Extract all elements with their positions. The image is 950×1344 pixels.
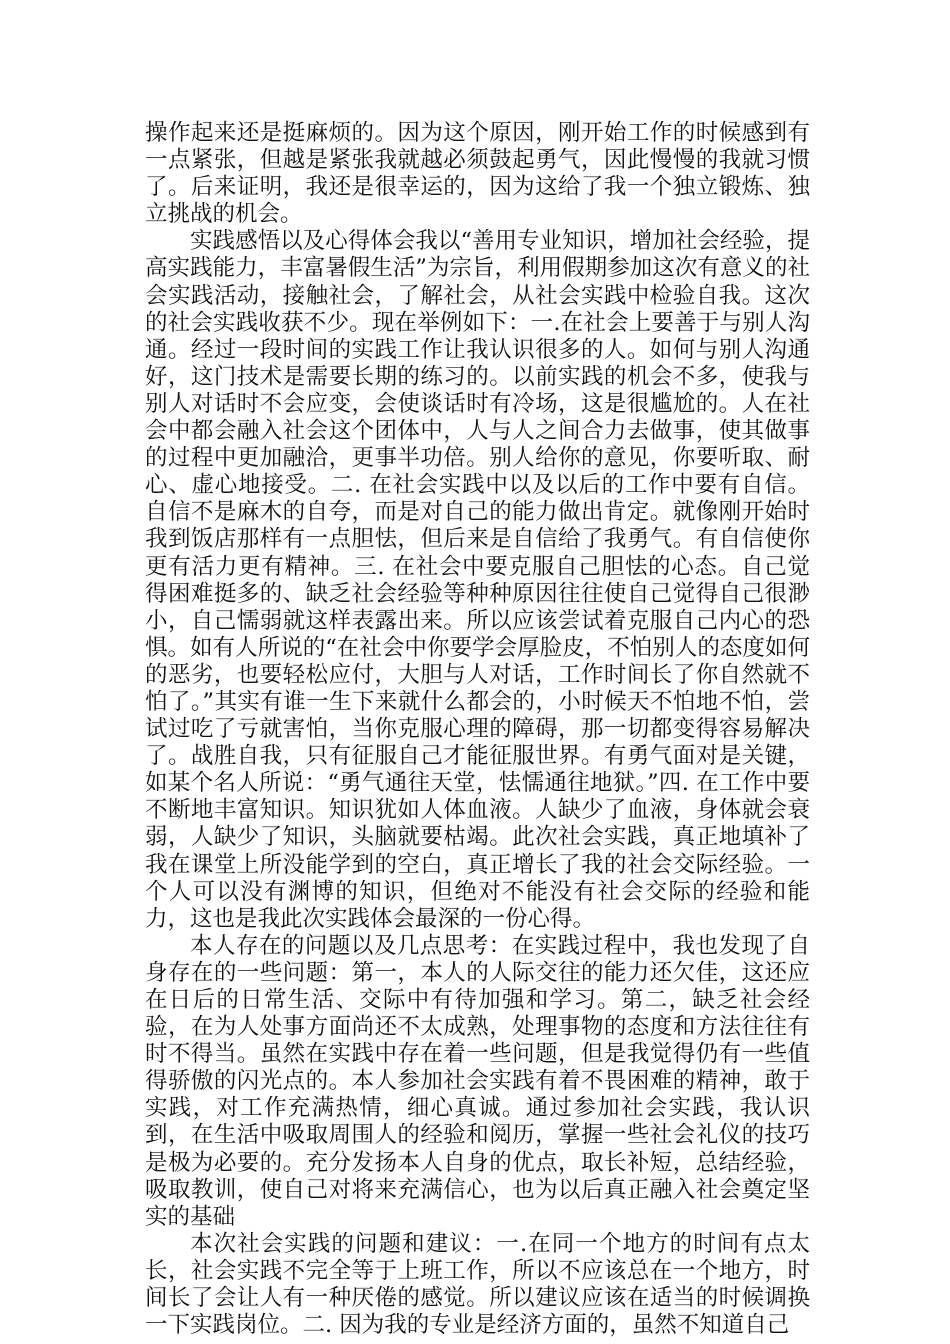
paragraph-practice-reflections: 实践感悟以及心得体会我以“善用专业知识，增加社会经验，提高实践能力，丰富暑假生活”为宗旨，利用假期参加这次有意义的社会实践活动，接触社会，了解社会，从社会实践中检验自我。这次的社会实践收获不少。现在举例如下：一.在社会上要善于与别人沟通。经过一段时间的实践工作让我认识很多的人。如何与别人沟通好，这门技术是需要长期的练习的。以前实践的机会不多，使我与别人对话时不会应变，会使谈话时有冷场，这是很尴尬的。人在社会中都会融入社会这个团体中，人与人之间合力去做事，使其做事的过程中更加融洽，更事半功倍。别人给你的意见，你要听取、耐心、虚心地接受。二. 在社会实践中以及以后的工作中要有自信。自信不是麻木的自夸，而是对自己的能力做出肯定。就像刚开始时我到饭店那样有一点胆怯，但后来是自信给了我勇气。有自信使你更有活力更有精神。三. 在社会中要克服自己胆怯的心态。自己觉得困难挺多的、缺乏社会经验等种种原因往往使自己觉得自己很渺小，自己懦弱就这样表露出来。所以应该尝试着克服自己内心的恐惧。如有人所说的“在社会中你要学会厚脸皮，不怕别人的态度如何的恶劣，也要轻松应付，大胆与人对话，工作时间长了你自然就不怕了。”其实有谁一生下来就什么都会的，小时候天不怕地不怕，尝试过吃了亏就害怕，当你克服心理的障碍，那一切都变得容易解决了。战胜自我，只有征服自己才能征服世界。有勇气面对是关键，如某个名人所说：“勇气通往天堂，怯懦通往地狱。”四. 在工作中要不断地丰富知识。知识犹如人体血液。人缺少了血液，身体就会衰弱，人缺少了知识，头脑就要枯竭。此次社会实践，真正地填补了我在课堂上所没能学到的空白，真正增长了我的社会交际经验。一个人可以没有渊博的知识，但绝对不能没有社会交际的经验和能力，这也是我此次实践体会最深的一份心得。 [145, 228, 810, 932]
paragraph-suggestions: 本次社会实践的问题和建议：一.在同一个地方的时间有点太长，社会实践不完全等于上班工作，所以不应该总在一个地方，时间长了会让人有一种厌倦的感觉。所以建议应该在适当的时候调换一下实践岗位。二. 因为我的专业是经济方面的，虽然不知道自己 [145, 1230, 810, 1339]
document-body [145, 120, 810, 1339]
paragraph-continuation: 操作起来还是挺麻烦的。因为这个原因，刚开始工作的时候感到有一点紧张，但越是紧张我就越必须鼓起勇气，因此慢慢的我就习惯了。后来证明，我还是很幸运的，因为这给了我一个独立锻炼、独立挑战的机会。 [145, 120, 810, 228]
paragraph-personal-problems: 本人存在的问题以及几点思考：在实践过程中，我也发现了自身存在的一些问题：第一，本人的人际交往的能力还欠佳，这还应在日后的日常生活、交际中有待加强和学习。第二，缺乏社会经验，在为人处事方面尚还不太成熟，处理事物的态度和方法往往有时不得当。虽然在实践中存在着一些问题，但是我觉得仍有一些值得骄傲的闪光点的。本人参加社会实践有着不畏困难的精神，敢于实践，对工作充满热情，细心真诚。通过参加社会实践，我认识到，在生活中吸取周围人的经验和阅历，掌握一些社会礼仪的技巧是极为必要的。充分发扬本人自身的优点，取长补短，总结经验，吸取教训，使自己对将来充满信心，也为以后真正融入社会奠定坚实的基础 [145, 932, 810, 1230]
